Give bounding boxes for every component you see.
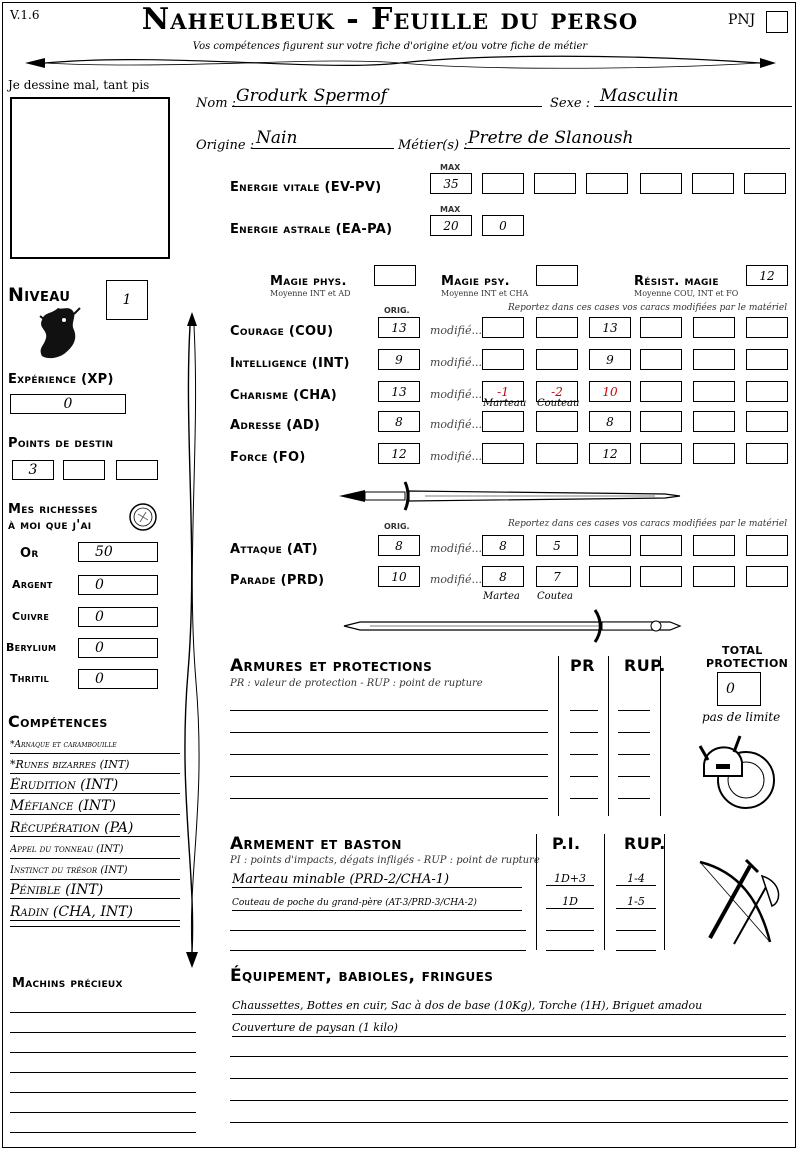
cou-mod-cell[interactable] [482,317,524,338]
int-mod-cell[interactable] [640,349,682,370]
arme-pi-line[interactable] [546,930,594,931]
at-label: Attaque (AT) [230,542,318,557]
resist-magie-field[interactable]: 12 [746,265,788,286]
ev-label: Energie vitale (EV-PV) [230,180,382,195]
ev-cell[interactable] [534,173,576,194]
cha-label: Charisme (CHA) [230,388,337,403]
competence-item[interactable]: Méfiance (INT) [10,798,180,815]
magie-phys-sub: Moyenne INT et AD [270,289,351,298]
equipement-line[interactable] [230,1078,788,1079]
modifie-label: modifié... [430,542,482,555]
int-mod-cell[interactable]: 9 [589,349,631,370]
cuivre-label: Cuivre [12,610,50,623]
ad-mod-cell[interactable] [482,411,524,432]
at-orig-field[interactable]: 8 [378,535,420,556]
armures-subtitle: PR : valeur de protection - RUP : point de rupture [230,678,483,689]
cuivre-field[interactable]: 0 [78,607,158,627]
ad-mod-cell[interactable]: 8 [589,411,631,432]
prd-mod-cell[interactable] [589,566,631,587]
page-subtitle: Vos compétences figurent sur votre fiche d'origine et/ou votre fiche de métier [192,41,588,52]
origine-label: Origine : [196,138,255,153]
int-label: Intelligence (INT) [230,356,350,371]
prd-orig-field[interactable]: 10 [378,566,420,587]
prd-note: Martea [483,591,520,602]
arme-name[interactable]: Couteau de poche du grand-père (AT-3/PRD-3/CHA-2) [232,896,522,911]
armement-divider [664,834,665,950]
equipement-line[interactable] [230,1100,788,1101]
magie-phys-label: Magie phys. [270,274,347,289]
stats-report-note: Reportez dans ces cases vos caracs modifiées par le matériel [508,303,788,313]
prd-label: Parade (PRD) [230,573,325,588]
version-label: V.1.6 [10,8,40,22]
modifie-label: modifié... [430,450,482,463]
armement-pi-header: P.I. [552,834,581,853]
cou-label: Courage (COU) [230,324,334,339]
int-mod-cell[interactable] [746,349,788,370]
competence-item[interactable]: Instinct du trésor (INT) [10,863,180,880]
machins-line[interactable] [10,1052,196,1053]
richesses-label-2: à moi que j'ai [8,518,92,533]
ad-mod-cell[interactable] [640,411,682,432]
resist-magie-sub: Moyenne COU, INT et FO [634,289,739,298]
arme-line[interactable] [230,930,526,931]
machins-line[interactable] [10,1112,196,1113]
int-mod-cell[interactable] [536,349,578,370]
machins-label: Machins précieux [12,976,123,991]
armure-rup-line[interactable] [618,776,650,777]
page-title: Naheulbeuk - Feuille du perso [141,2,639,37]
cha-mod-cell[interactable] [640,381,682,402]
machins-line[interactable] [10,1012,196,1013]
competence-item[interactable]: Pénible (INT) [10,882,180,899]
modifie-label: modifié... [430,324,482,337]
machins-line[interactable] [10,1072,196,1073]
competence-item[interactable]: *Runes bizarres (INT) [10,757,180,774]
cha-mod-cell[interactable] [693,381,735,402]
armure-rup-line[interactable] [618,732,650,733]
dragon-icon [34,304,82,362]
nom-field[interactable]: Grodurk Spermof [232,86,542,107]
or-label: Or [20,546,39,561]
fo-mod-cell[interactable] [640,443,682,464]
magie-psy-field[interactable] [536,265,578,286]
competence-item[interactable] [10,926,180,927]
ad-label: Adresse (AD) [230,418,321,433]
destin-field[interactable] [116,460,158,480]
ev-max-field[interactable]: 35 [430,173,472,194]
at-mod-cell[interactable]: 8 [482,535,524,556]
destin-field[interactable]: 3 [12,460,54,480]
destin-label: Points de destin [8,436,114,451]
modifie-label: modifié... [430,573,482,586]
cha-mod-cell[interactable]: -2 [536,381,578,402]
armement-subtitle: PI : points d'impacts, dégats infligés - RUP : point de rupture [230,855,540,866]
competence-item[interactable]: Récupération (PA) [10,820,180,837]
fo-label: Force (FO) [230,450,306,465]
prd-mod-cell[interactable] [640,566,682,587]
sexe-label: Sexe : [550,96,591,111]
total-protection-field[interactable]: 0 [717,672,761,706]
arme-line[interactable] [230,950,526,951]
at-mod-cell[interactable]: 5 [536,535,578,556]
armure-pr-line[interactable] [570,732,598,733]
equipement-line[interactable]: Chaussettes, Bottes en cuir, Sac à dos de base (10Kg), Torche (1H), Briguet amadou [232,998,786,1015]
stats-orig-label: ORIG. [384,306,410,315]
or-field[interactable]: 50 [78,542,158,562]
arme-rup[interactable]: 1-5 [616,895,656,909]
armement-rup-header: RUP. [624,834,666,853]
berylium-label: Berylium [6,641,57,654]
equipement-line[interactable] [230,1056,788,1057]
fo-orig-field[interactable]: 12 [378,443,420,464]
cha-orig-field[interactable]: 13 [378,381,420,402]
modifie-label: modifié... [430,388,482,401]
cou-mod-cell[interactable] [693,317,735,338]
ev-max-label: MAX [440,163,461,172]
niveau-label: Niveau [8,284,71,306]
arme-name[interactable]: Marteau minable (PRD-2/CHA-1) [232,872,522,888]
niveau-field[interactable]: 1 [106,280,148,320]
ev-cell[interactable] [640,173,682,194]
armures-divider [660,656,661,816]
sexe-field[interactable]: Masculin [594,86,792,107]
resist-magie-label: Résist. magie [634,274,719,289]
fo-mod-cell[interactable] [536,443,578,464]
prd-note: Coutea [537,591,574,602]
armure-line[interactable] [230,732,548,733]
competence-item[interactable]: Érudition (INT) [10,777,180,794]
cha-mod-cell[interactable]: -1 [482,381,524,402]
fo-mod-cell[interactable] [693,443,735,464]
armure-line[interactable] [230,710,548,711]
metier-field[interactable]: Pretre de Slanoush [464,128,790,149]
armure-line[interactable] [230,798,548,799]
argent-field[interactable]: 0 [78,575,158,595]
machins-line[interactable] [10,1032,196,1033]
modifie-label: modifié... [430,418,482,431]
richesses-label-1: Mes richesses [8,502,98,517]
origine-field[interactable]: Nain [252,128,394,149]
armement-divider [536,834,537,950]
int-mod-cell[interactable] [693,349,735,370]
armure-rup-line[interactable] [618,710,650,711]
ea-label: Energie astrale (EA-PA) [230,222,393,237]
competence-item[interactable]: Appel du tonneau (INT) [10,842,180,859]
armure-rup-line[interactable] [618,754,650,755]
magie-psy-sub: Moyenne INT et CHA [441,289,529,298]
ad-mod-cell[interactable] [536,411,578,432]
armure-pr-line[interactable] [570,710,598,711]
armures-title: Armures et protections [230,656,433,676]
armement-title: Armement et baston [230,834,402,854]
sword-icon [335,478,685,514]
competence-item[interactable]: Radin (CHA, INT) [10,904,180,921]
ea-cell[interactable]: 0 [482,215,524,236]
modifie-label: modifié... [430,356,482,369]
metier-label: Métier(s) : [398,138,468,153]
pnj-checkbox[interactable] [766,11,788,33]
armure-rup-line[interactable] [618,798,650,799]
helmet-shield-icon [694,726,780,812]
equipement-line[interactable]: Couverture de paysan (1 kilo) [232,1020,786,1037]
competences-label: Compétences [8,712,108,731]
armure-pr-line[interactable] [570,798,598,799]
thritil-field[interactable]: 0 [78,669,158,689]
combat-report-note: Reportez dans ces cases vos caracs modifiées par le matériel [508,519,788,529]
cou-orig-field[interactable]: 13 [378,317,420,338]
cou-mod-cell[interactable]: 13 [589,317,631,338]
ea-max-label: MAX [440,205,461,214]
machins-line[interactable] [10,1092,196,1093]
at-mod-cell[interactable] [589,535,631,556]
portrait-box[interactable] [10,97,170,259]
header-sword-ornament [20,54,780,72]
arme-rup[interactable]: 1-4 [616,872,656,886]
int-orig-field[interactable]: 9 [378,349,420,370]
equipement-title: Équipement, babioles, fringues [230,966,494,986]
ev-cell[interactable] [744,173,786,194]
nom-label: Nom : [196,96,237,111]
portrait-caption: Je dessine mal, tant pis [8,78,150,92]
magie-phys-field[interactable] [374,265,416,286]
competence-item[interactable]: *Arnaque et carambouille [10,737,180,754]
total-protection-label: PROTECTION [706,657,789,670]
armures-divider [558,656,559,816]
cou-mod-cell[interactable] [746,317,788,338]
fo-mod-cell[interactable]: 12 [589,443,631,464]
fo-mod-cell[interactable] [482,443,524,464]
armure-line[interactable] [230,754,548,755]
ad-orig-field[interactable]: 8 [378,411,420,432]
thritil-label: Thritil [10,672,49,685]
cha-note: Couteau [537,398,580,409]
armure-line[interactable] [230,776,548,777]
at-mod-cell[interactable] [640,535,682,556]
arme-pi-line[interactable] [546,950,594,951]
arme-rup-line[interactable] [616,950,656,951]
cha-mod-cell[interactable] [746,381,788,402]
total-protection-label: TOTAL [722,644,763,657]
weapons-icon [690,852,782,952]
cha-note: Marteau [483,398,527,409]
armure-pr-line[interactable] [570,754,598,755]
cou-mod-cell[interactable] [536,317,578,338]
int-mod-cell[interactable] [482,349,524,370]
destin-field[interactable] [63,460,105,480]
ev-cell[interactable] [482,173,524,194]
vertical-sword-ornament [180,312,204,972]
ev-cell[interactable] [586,173,628,194]
ev-cell[interactable] [692,173,734,194]
armures-pr-header: PR [570,656,595,675]
prd-mod-cell[interactable]: 8 [482,566,524,587]
magie-psy-label: Magie psy. [441,274,510,289]
cou-mod-cell[interactable] [640,317,682,338]
pnj-label: PNJ [728,12,756,28]
prd-mod-cell[interactable] [746,566,788,587]
armures-rup-header: RUP. [624,656,666,675]
arme-pi[interactable]: 1D [546,895,594,909]
at-mod-cell[interactable] [746,535,788,556]
xp-field[interactable]: 0 [10,394,126,414]
no-limit-label: pas de limite [702,710,781,724]
coin-icon [128,502,158,532]
fo-mod-cell[interactable] [746,443,788,464]
berylium-field[interactable]: 0 [78,638,158,658]
armures-divider [608,656,609,816]
cha-mod-cell[interactable]: 10 [589,381,631,402]
ad-mod-cell[interactable] [693,411,735,432]
sword-icon [340,608,685,644]
prd-mod-cell[interactable]: 7 [536,566,578,587]
arme-pi[interactable]: 1D+3 [546,872,594,886]
armement-divider [604,834,605,950]
ea-max-field[interactable]: 20 [430,215,472,236]
argent-label: Argent [12,578,53,591]
xp-label: Expérience (XP) [8,372,114,387]
prd-mod-cell[interactable] [693,566,735,587]
combat-orig-label: ORIG. [384,522,410,531]
at-mod-cell[interactable] [693,535,735,556]
arme-rup-line[interactable] [616,930,656,931]
ad-mod-cell[interactable] [746,411,788,432]
machins-line[interactable] [10,1132,196,1133]
armure-pr-line[interactable] [570,776,598,777]
equipement-line[interactable] [230,1122,788,1123]
